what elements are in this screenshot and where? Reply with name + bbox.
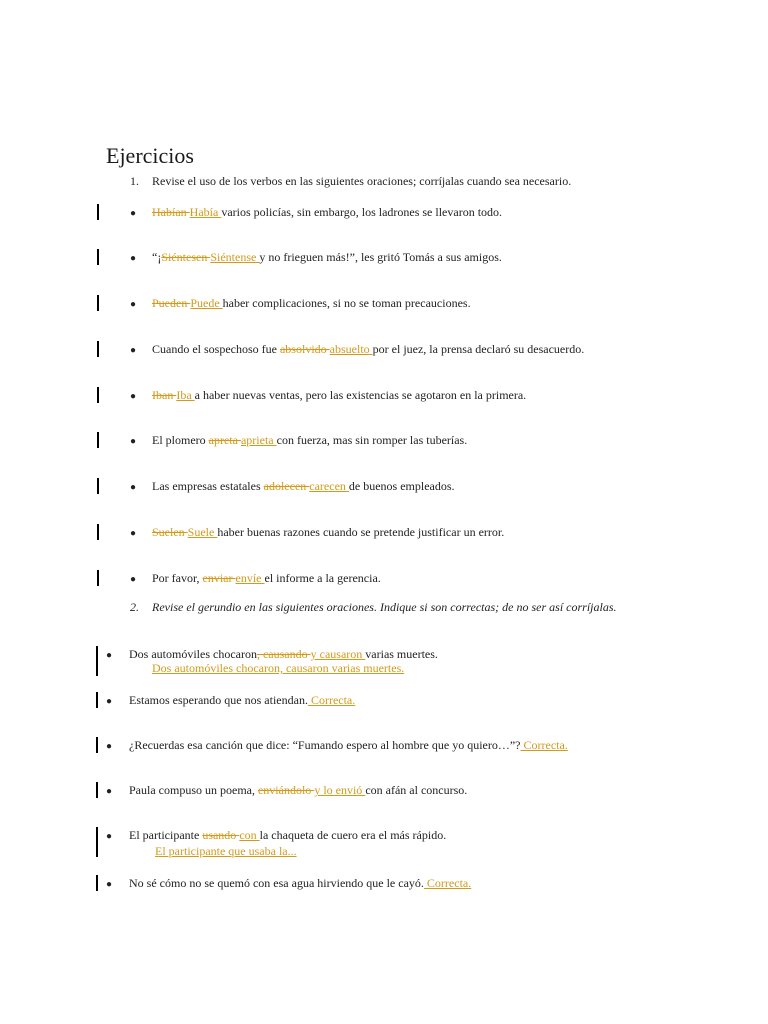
deleted-text: apreta	[208, 433, 241, 447]
change-bar	[96, 737, 98, 753]
change-bar	[96, 875, 98, 891]
change-bar	[97, 387, 99, 403]
deleted-text: enviándolo	[257, 783, 315, 797]
item-text: Iban Iba a haber nuevas ventas, pero las existencias se agotaron en la primera.	[152, 388, 527, 402]
change-bar	[97, 295, 99, 311]
bullet-icon: ●	[130, 208, 137, 219]
bullet-icon: ●	[130, 482, 137, 493]
item-text: Dos automóviles chocaron, causando y causaron varias muertes.	[129, 647, 438, 661]
bullet-icon: ●	[130, 345, 137, 356]
item-text: Estamos esperando que nos atiendan. Correcta.	[129, 693, 356, 707]
inserted-text: Correcta.	[520, 738, 568, 752]
change-bar	[96, 692, 98, 708]
change-bar	[97, 204, 99, 220]
change-bar	[96, 782, 98, 798]
deleted-text: Suelen	[152, 525, 188, 539]
change-bar	[97, 478, 99, 494]
item-text: El plomero apreta aprieta con fuerza, mas sin romper las tuberías.	[152, 433, 468, 447]
item-text: ¿Recuerdas esa canción que dice: “Fumando espero al hombre que yo quiero…”? Correcta.	[129, 738, 568, 752]
change-bar	[97, 524, 99, 540]
inserted-text: Suele	[187, 525, 218, 539]
bullet-icon: ●	[106, 879, 113, 890]
bullet-icon: ●	[130, 528, 137, 539]
deleted-text: Habían	[152, 205, 190, 219]
inserted-correction: El participante que usaba la...	[155, 844, 297, 858]
inserted-text: con	[239, 828, 260, 842]
inserted-text: envíe	[235, 571, 265, 585]
change-bar	[96, 827, 98, 857]
inserted-text: y lo envió	[314, 783, 366, 797]
bullet-icon: ●	[130, 574, 137, 585]
change-bar	[97, 249, 99, 265]
bullet-icon: ●	[130, 436, 137, 447]
bullet-icon: ●	[106, 650, 113, 661]
bullet-icon: ●	[130, 299, 137, 310]
change-bar	[97, 341, 99, 357]
change-bar	[96, 646, 98, 676]
inserted-correction: Dos automóviles chocaron, causaron varias muertes.	[152, 661, 405, 675]
inserted-text: Había	[189, 205, 222, 219]
deleted-text: adolecen	[263, 479, 310, 493]
inserted-text: carecen	[309, 479, 349, 493]
inserted-text: Siéntense	[210, 250, 260, 264]
deleted-text: usando	[202, 828, 240, 842]
inserted-text: Correcta.	[307, 693, 356, 707]
deleted-text: , causando	[256, 647, 311, 661]
item-text: Paula compuso un poema, enviándolo y lo envió con afán al concurso.	[129, 783, 468, 797]
change-bar	[97, 570, 99, 586]
item-text: Cuando el sospechoso fue absolvido absuelto por el juez, la prensa declaró su desacuerdo.	[152, 342, 585, 356]
inserted-text: Puede	[190, 296, 223, 310]
section2-number: 2.	[130, 600, 139, 614]
inserted-text: Iba	[176, 388, 195, 402]
change-bar	[97, 432, 99, 448]
item-text: No sé cómo no se quemó con esa agua hirviendo que le cayó. Correcta.	[129, 876, 472, 890]
inserted-text: absuelto	[329, 342, 373, 356]
bullet-icon: ●	[130, 391, 137, 402]
bullet-icon: ●	[106, 741, 113, 752]
section1-instruction: Revise el uso de los verbos en las siguientes oraciones; corríjalas cuando sea necesario.	[152, 174, 572, 188]
item-text: Pueden Puede haber complicaciones, si no se toman precauciones.	[152, 296, 471, 310]
item-text: Las empresas estatales adolecen carecen de buenos empleados.	[152, 479, 455, 493]
item-text: Suelen Suele haber buenas razones cuando se pretende justificar un error.	[152, 525, 505, 539]
inserted-text: aprieta	[240, 433, 277, 447]
bullet-icon: ●	[130, 253, 137, 264]
section1-number: 1.	[130, 174, 139, 188]
inserted-text: Correcta.	[423, 876, 472, 890]
inserted-text: y causaron	[310, 647, 366, 661]
deleted-text: absolvido	[279, 342, 330, 356]
item-text: El participante usando con la chaqueta de cuero era el más rápido.	[129, 828, 447, 842]
bullet-icon: ●	[106, 786, 113, 797]
deleted-text: Pueden	[152, 296, 191, 310]
deleted-text: Iban	[152, 388, 177, 402]
deleted-text: enviar	[202, 571, 236, 585]
page-title: Ejercicios	[106, 143, 194, 168]
item-text: “¡Siéntesen Siéntense y no frieguen más!”, les gritó Tomás a sus amigos.	[152, 250, 502, 264]
item-text: Por favor, enviar envíe el informe a la gerencia.	[152, 571, 381, 585]
section2-instruction: Revise el gerundio en las siguientes oraciones. Indique si son correctas; de no ser así corríjalas.	[152, 600, 617, 614]
deleted-text: Siéntesen	[161, 250, 211, 264]
bullet-icon: ●	[106, 831, 113, 842]
item-text: Habían Había varios policías, sin embargo, los ladrones se llevaron todo.	[152, 205, 503, 219]
bullet-icon: ●	[106, 696, 113, 707]
